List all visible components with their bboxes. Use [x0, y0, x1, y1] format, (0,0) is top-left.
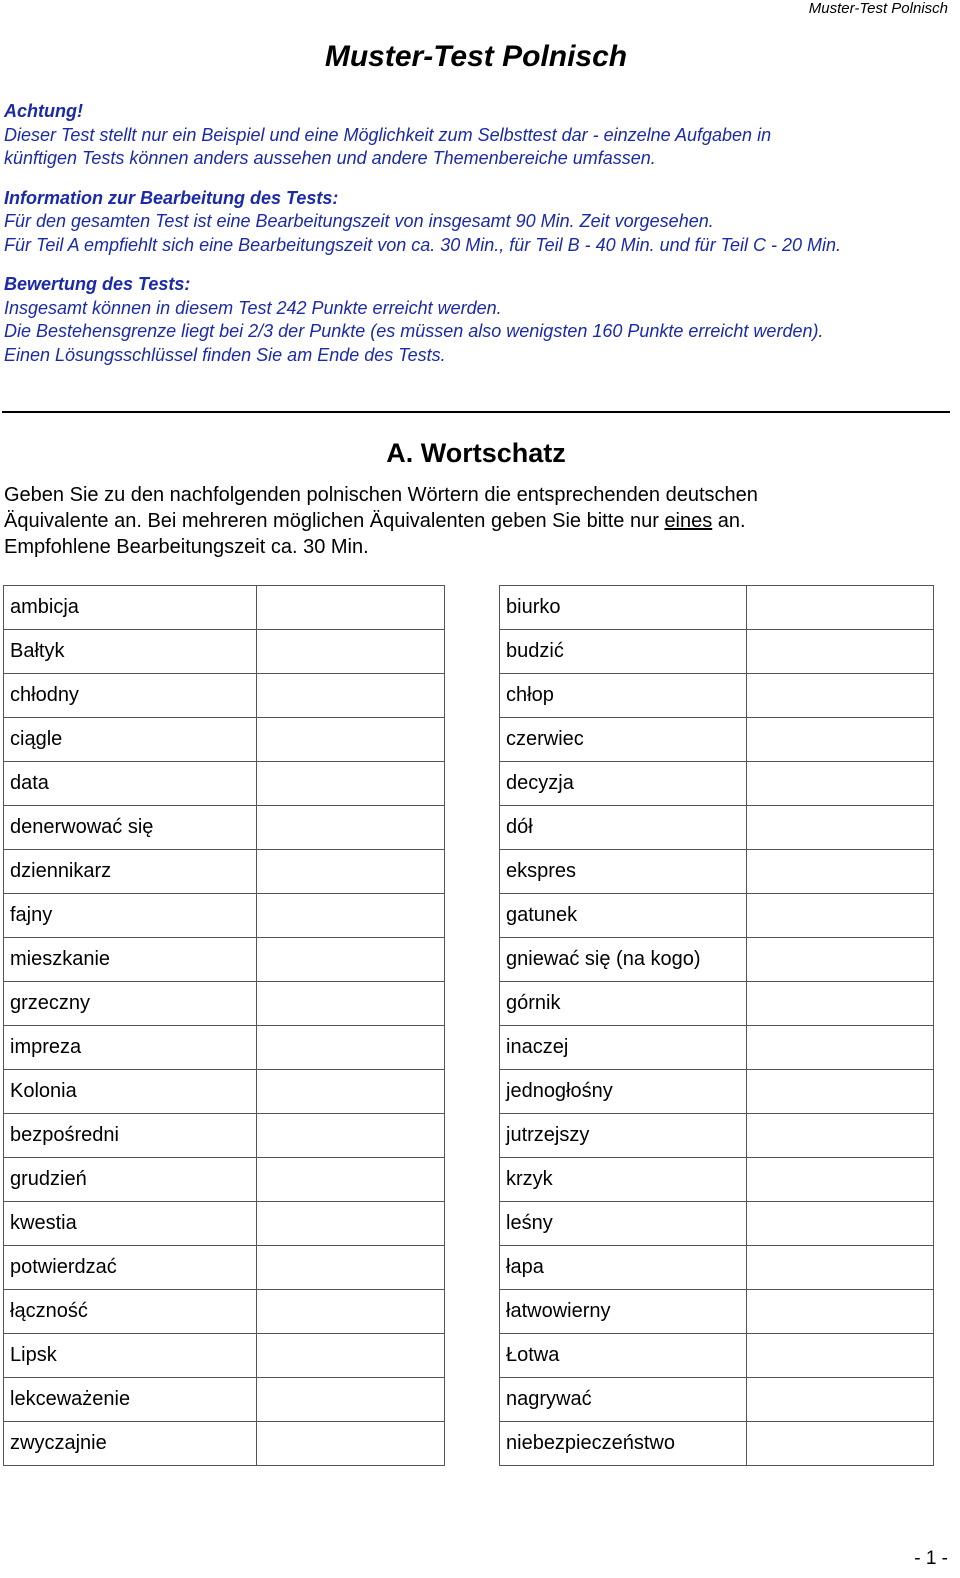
polish-word: chłop [500, 674, 747, 718]
answer-input[interactable] [753, 1379, 937, 1421]
answer-cell[interactable] [257, 586, 445, 630]
answer-input[interactable] [263, 983, 448, 1025]
info-heading: Information zur Bearbeitung des Tests: [4, 187, 339, 208]
running-header: Muster-Test Polnisch [808, 0, 948, 17]
vocab-row [4, 1422, 445, 1466]
vocab-row [4, 938, 445, 982]
instruction-text: Äquivalente an. Bei mehreren möglichen Äquivalenten geben Sie bitte nur [4, 510, 665, 532]
answer-cell[interactable] [257, 1334, 445, 1378]
polish-word: bezpośredni [4, 1114, 257, 1158]
answer-input[interactable] [753, 1159, 937, 1201]
polish-word: jednogłośny [500, 1070, 747, 1114]
vocab-row [500, 1378, 934, 1422]
answer-input[interactable] [753, 763, 937, 805]
answer-input[interactable] [263, 1423, 448, 1465]
answer-input[interactable] [753, 587, 937, 629]
vocab-row [4, 1158, 445, 1202]
polish-word: leśny [500, 1202, 747, 1246]
polish-word: jutrzejszy [500, 1114, 747, 1158]
answer-cell[interactable] [747, 762, 934, 806]
answer-cell[interactable] [257, 1026, 445, 1070]
polish-word: Łotwa [500, 1334, 747, 1378]
vocab-row [500, 938, 934, 982]
polish-word: ciągle [4, 718, 257, 762]
polish-word: inaczej [500, 1026, 747, 1070]
polish-word: łączność [4, 1290, 257, 1334]
polish-word: gatunek [500, 894, 747, 938]
vocab-row [4, 1246, 445, 1290]
vocab-row [4, 1070, 445, 1114]
info-line: Für Teil A empfiehlt sich eine Bearbeitungszeit von ca. 30 Min., für Teil B - 40 Min. und für Teil C - 20 Min. [4, 234, 842, 255]
answer-input[interactable] [263, 939, 448, 981]
vocab-row [500, 1070, 934, 1114]
instruction-line: Geben Sie zu den nachfolgenden polnischen Wörtern die entsprechenden deutschen [4, 484, 758, 506]
answer-input[interactable] [263, 631, 448, 673]
answer-input[interactable] [263, 1027, 448, 1069]
vocab-row [500, 1114, 934, 1158]
vocab-row [500, 1422, 934, 1466]
answer-input[interactable] [263, 763, 448, 805]
answer-cell[interactable] [747, 718, 934, 762]
answer-input[interactable] [263, 675, 448, 717]
info-line: Für den gesamten Test ist eine Bearbeitungszeit von insgesamt 90 Min. Zeit vorgesehen. [4, 211, 714, 231]
polish-word: górnik [500, 982, 747, 1026]
instruction-text: an. [712, 510, 746, 532]
vocab-row [500, 806, 934, 850]
answer-input[interactable] [263, 851, 448, 893]
vocab-row [4, 1290, 445, 1334]
instruction-line: Empfohlene Bearbeitungszeit ca. 30 Min. [4, 536, 369, 558]
polish-word: ambicja [4, 586, 257, 630]
vocab-row [4, 586, 445, 630]
polish-word: kwestia [4, 1202, 257, 1246]
polish-word: dół [500, 806, 747, 850]
vocab-row [500, 850, 934, 894]
answer-input[interactable] [753, 1203, 937, 1245]
answer-cell[interactable] [747, 1070, 934, 1114]
answer-input[interactable] [263, 1335, 448, 1377]
answer-input[interactable] [263, 1379, 448, 1421]
answer-cell[interactable] [257, 630, 445, 674]
vocab-row [4, 1202, 445, 1246]
answer-input[interactable] [263, 807, 448, 849]
vocab-row [4, 674, 445, 718]
vocab-table-left [3, 585, 445, 1466]
answer-input[interactable] [753, 1071, 937, 1113]
polish-word: grzeczny [4, 982, 257, 1026]
polish-word: gniewać się (na kogo) [500, 938, 747, 982]
polish-word: mieszkanie [4, 938, 257, 982]
answer-cell[interactable] [257, 718, 445, 762]
answer-input[interactable] [263, 1071, 448, 1113]
vocab-row [500, 1026, 934, 1070]
polish-word: denerwować się [4, 806, 257, 850]
polish-word: ekspres [500, 850, 747, 894]
answer-cell[interactable] [257, 1114, 445, 1158]
answer-cell[interactable] [257, 850, 445, 894]
polish-word: potwierdzać [4, 1246, 257, 1290]
vocab-table-right [499, 585, 934, 1466]
polish-word: budzić [500, 630, 747, 674]
answer-cell[interactable] [257, 982, 445, 1026]
polish-word: łapa [500, 1246, 747, 1290]
polish-word: chłodny [4, 674, 257, 718]
warning-line: künftigen Tests können anders aussehen und andere Themenbereiche umfassen. [4, 148, 656, 168]
answer-input[interactable] [753, 1115, 937, 1157]
vocab-row [500, 1202, 934, 1246]
answer-cell[interactable] [747, 1202, 934, 1246]
vocab-row [4, 1378, 445, 1422]
vocab-row [500, 630, 934, 674]
vocab-row [4, 850, 445, 894]
answer-input[interactable] [753, 1247, 937, 1289]
polish-word: lekceważenie [4, 1378, 257, 1422]
answer-input[interactable] [753, 631, 937, 673]
answer-input[interactable] [263, 1203, 448, 1245]
polish-word: fajny [4, 894, 257, 938]
answer-cell[interactable] [257, 938, 445, 982]
vocab-row [4, 806, 445, 850]
polish-word: dziennikarz [4, 850, 257, 894]
polish-word: nagrywać [500, 1378, 747, 1422]
answer-input[interactable] [753, 1027, 937, 1069]
answer-cell[interactable] [747, 938, 934, 982]
answer-cell[interactable] [747, 674, 934, 718]
vocab-row [4, 718, 445, 762]
polish-word: krzyk [500, 1158, 747, 1202]
polish-word: biurko [500, 586, 747, 630]
answer-cell[interactable] [747, 1334, 934, 1378]
answer-cell[interactable] [257, 1158, 445, 1202]
answer-input[interactable] [753, 1423, 937, 1465]
polish-word: Lipsk [4, 1334, 257, 1378]
answer-cell[interactable] [257, 806, 445, 850]
answer-input[interactable] [263, 1291, 448, 1333]
answer-cell[interactable] [257, 894, 445, 938]
instruction-line [4, 508, 944, 534]
evaluation-line: Die Bestehensgrenze liegt bei 2/3 der Punkte (es müssen also wenigsten 160 Punkte erreicht werden). [4, 321, 824, 341]
instruction-emphasis: eines [664, 510, 713, 532]
vocab-row [500, 982, 934, 1026]
answer-cell[interactable] [747, 806, 934, 850]
vocab-row [4, 894, 445, 938]
answer-input[interactable] [753, 807, 937, 849]
polish-word: łatwowierny [500, 1290, 747, 1334]
vocab-row [4, 630, 445, 674]
answer-cell[interactable] [747, 1246, 934, 1290]
answer-cell[interactable] [257, 1422, 445, 1466]
page-number: - 1 - [914, 1548, 948, 1569]
answer-input[interactable] [753, 895, 937, 937]
answer-cell[interactable] [747, 586, 934, 630]
answer-input[interactable] [753, 675, 937, 717]
answer-cell[interactable] [257, 1246, 445, 1290]
polish-word: data [4, 762, 257, 806]
answer-cell[interactable] [257, 1290, 445, 1334]
answer-cell[interactable] [747, 982, 934, 1026]
section-divider [2, 411, 950, 413]
answer-input[interactable] [263, 1247, 448, 1289]
document-title: Muster-Test Polnisch [324, 40, 628, 73]
vocab-row [500, 718, 934, 762]
polish-word: niebezpieczeństwo [500, 1422, 747, 1466]
answer-input[interactable] [753, 983, 937, 1025]
intro-block [4, 100, 952, 367]
answer-cell[interactable] [747, 1290, 934, 1334]
answer-input[interactable] [263, 587, 448, 629]
vocab-row [500, 1246, 934, 1290]
vocab-row [500, 762, 934, 806]
vocab-row [500, 1158, 934, 1202]
section-instructions [4, 482, 944, 560]
answer-input[interactable] [753, 851, 937, 893]
evaluation-line: Einen Lösungsschlüssel finden Sie am Ende des Tests. [4, 344, 446, 365]
polish-word: czerwiec [500, 718, 747, 762]
answer-cell[interactable] [747, 850, 934, 894]
answer-input[interactable] [753, 719, 937, 761]
answer-input[interactable] [263, 1115, 448, 1157]
answer-cell[interactable] [747, 894, 934, 938]
vocab-row [500, 1334, 934, 1378]
answer-cell[interactable] [257, 1202, 445, 1246]
answer-input[interactable] [263, 1159, 448, 1201]
answer-input[interactable] [263, 895, 448, 937]
vocab-row [500, 1290, 934, 1334]
evaluation-heading: Bewertung des Tests: [4, 274, 191, 294]
section-heading: A. Wortschatz [386, 438, 566, 468]
answer-cell[interactable] [257, 674, 445, 718]
answer-cell[interactable] [747, 1026, 934, 1070]
vocab-row [500, 586, 934, 630]
answer-cell[interactable] [257, 1070, 445, 1114]
answer-cell[interactable] [747, 1422, 934, 1466]
answer-input[interactable] [753, 1335, 937, 1377]
answer-cell[interactable] [257, 762, 445, 806]
answer-cell[interactable] [747, 1378, 934, 1422]
answer-cell[interactable] [747, 1114, 934, 1158]
polish-word: Bałtyk [4, 630, 257, 674]
warning-line: Dieser Test stellt nur ein Beispiel und eine Möglichkeit zum Selbsttest dar - einzelne Aufgaben in [4, 124, 772, 145]
answer-input[interactable] [753, 939, 937, 981]
polish-word: Kolonia [4, 1070, 257, 1114]
vocab-row [4, 982, 445, 1026]
polish-word: grudzień [4, 1158, 257, 1202]
achtung-label: Achtung! [4, 101, 83, 121]
polish-word: zwyczajnie [4, 1422, 257, 1466]
answer-cell[interactable] [747, 1158, 934, 1202]
vocab-row [4, 762, 445, 806]
answer-cell[interactable] [257, 1378, 445, 1422]
vocab-row [4, 1334, 445, 1378]
evaluation-line: Insgesamt können in diesem Test 242 Punkte erreicht werden. [4, 297, 502, 318]
vocab-row [500, 674, 934, 718]
polish-word: decyzja [500, 762, 747, 806]
polish-word: impreza [4, 1026, 257, 1070]
vocab-row [4, 1114, 445, 1158]
vocab-row [500, 894, 934, 938]
answer-cell[interactable] [747, 630, 934, 674]
answer-input[interactable] [753, 1291, 937, 1333]
answer-input[interactable] [263, 719, 448, 761]
vocab-row [4, 1026, 445, 1070]
